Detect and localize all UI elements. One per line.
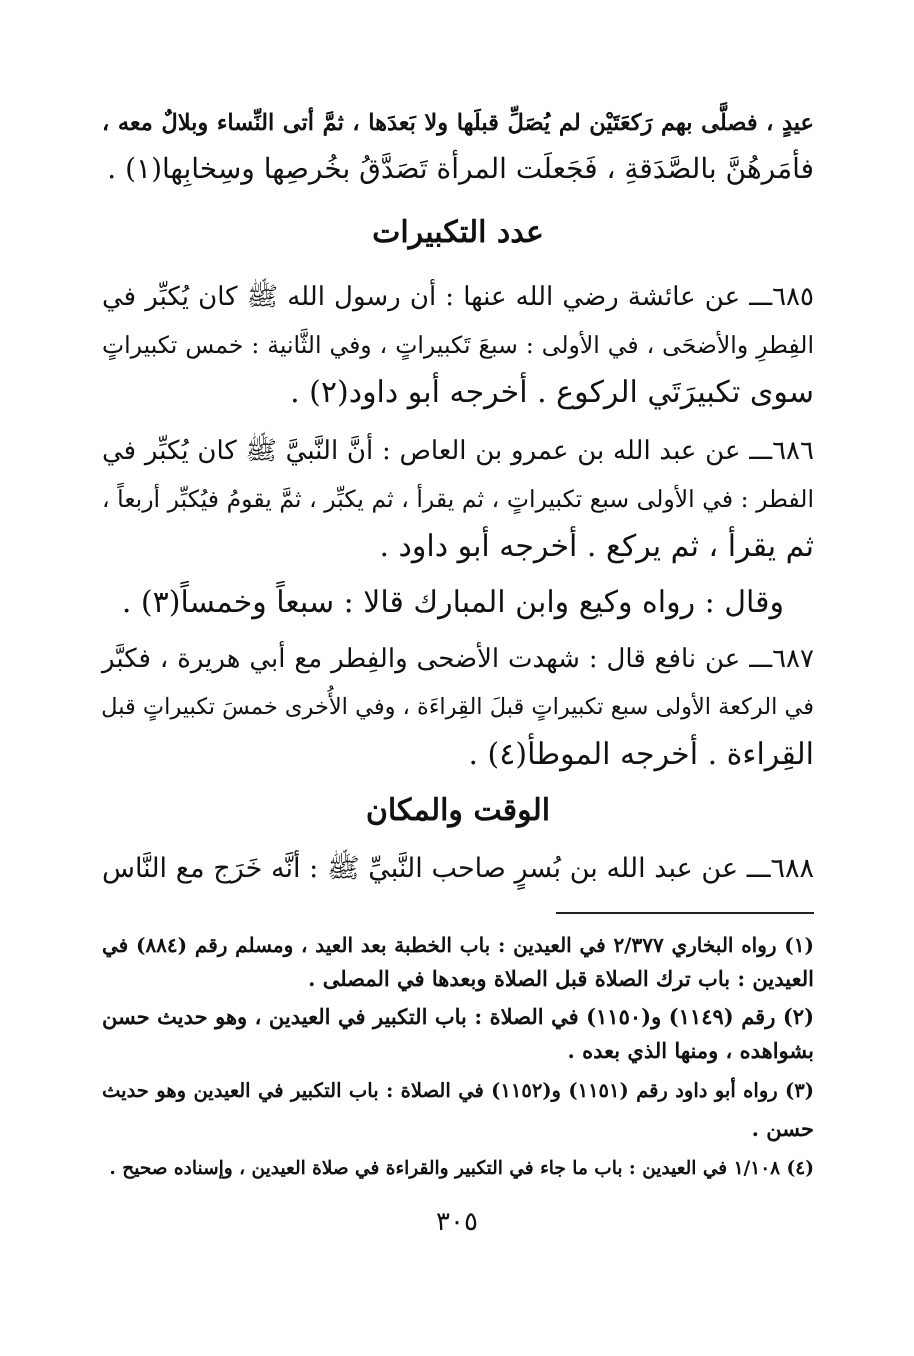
hadith-line: الفِطرِ والأضحَى ، في الأولى : سبعَ تَكبيراتٍ ، وفي الثَّانية : خمس تكبيراتٍ bbox=[102, 331, 814, 359]
section-heading: الوقت والمكان bbox=[365, 793, 551, 828]
footnote-line: بشواهده ، ومنها الذي بعده . bbox=[567, 1038, 814, 1063]
hadith-line: في الركعة الأولى سبع تكبيراتٍ قبلَ القِراءَة ، وفي الأُخرى خمسَ تكبيراتٍ قبل bbox=[101, 694, 814, 720]
hadith-line: القِراءة . أخرجه الموطأ(٤) . bbox=[468, 737, 814, 772]
footnote-line: (٣) رواه أبو داود رقم (١١٥١) و(١١٥٢) في الصلاة : باب التكبير في العيدين وهو حديث bbox=[102, 1079, 814, 1102]
text-line: عيدٍ ، فصلَّى بهم رَكعَتَيْن لم يُصَلِّ قبلَها ولا بَعدَها ، ثمَّ أتى النِّساء وبلالٌ معه ، bbox=[102, 110, 814, 136]
hadith-line: وقال : رواه وكيع وابن المبارك قالا : سبعاً وخمساً(٣) . bbox=[121, 585, 784, 620]
footnote-line: حسن . bbox=[751, 1116, 814, 1141]
hadith-line: ٦٨٧ـــ عن نافع قال : شهدت الأضحى والفِطر مع أبي هريرة ، فكبَّر bbox=[102, 644, 814, 674]
hadith-line: ٦٨٨ـــ عن عبد الله بن بُسرٍ صاحب النَّبيِّ ﷺ : أنَّه خَرَج مع النَّاس bbox=[102, 853, 814, 884]
hadith-line: ثم يقرأ ، ثم يركع . أخرجه أبو داود . bbox=[379, 529, 814, 564]
footnote-line: (١) رواه البخاري ٢/٣٧٧ في العيدين : باب الخطبة بعد العيد ، ومسلم رقم (٨٨٤) في bbox=[102, 933, 814, 957]
text-line: فأمَرهُنَّ بالصَّدَقةِ ، فَجَعلَت المرأة تَصَدَّقُ بخُرصِها وسِخابِها(١) . bbox=[107, 152, 814, 185]
footnote-line: (٤) ١/١٠٨ في العيدين : باب ما جاء في التكبير والقراءة في صلاة العيدين ، وإسناده صحيح . bbox=[109, 1158, 814, 1179]
section-heading: عدد التكبيرات bbox=[372, 215, 544, 250]
hadith-line: سوى تكبيرَتَي الركوع . أخرجه أبو داود(٢) . bbox=[290, 375, 814, 410]
footnote-line: العيدين : باب ترك الصلاة قبل الصلاة وبعدها في المصلى . bbox=[308, 966, 814, 991]
hadith-line: ٦٨٥ـــ عن عائشة رضي الله عنها : أن رسول الله ﷺ كان يُكبِّر في bbox=[102, 282, 814, 312]
page-number: ٣٠٥ bbox=[436, 1207, 478, 1237]
footnote-line: (٢) رقم (١١٤٩) و(١١٥٠) في الصلاة : باب التكبير في العيدين ، وهو حديث حسن bbox=[102, 1004, 814, 1029]
footnote-separator bbox=[556, 912, 814, 914]
hadith-line: الفطر : في الأولى سبع تكبيراتٍ ، ثم يقرأ ، ثم يكبِّر ، ثمَّ يقومُ فيُكبِّر أربعاً ، bbox=[102, 485, 814, 513]
hadith-line: ٦٨٦ـــ عن عبد الله بن عمرو بن العاص : أنَّ النَّبيَّ ﷺ كان يُكبِّر في bbox=[102, 436, 814, 466]
